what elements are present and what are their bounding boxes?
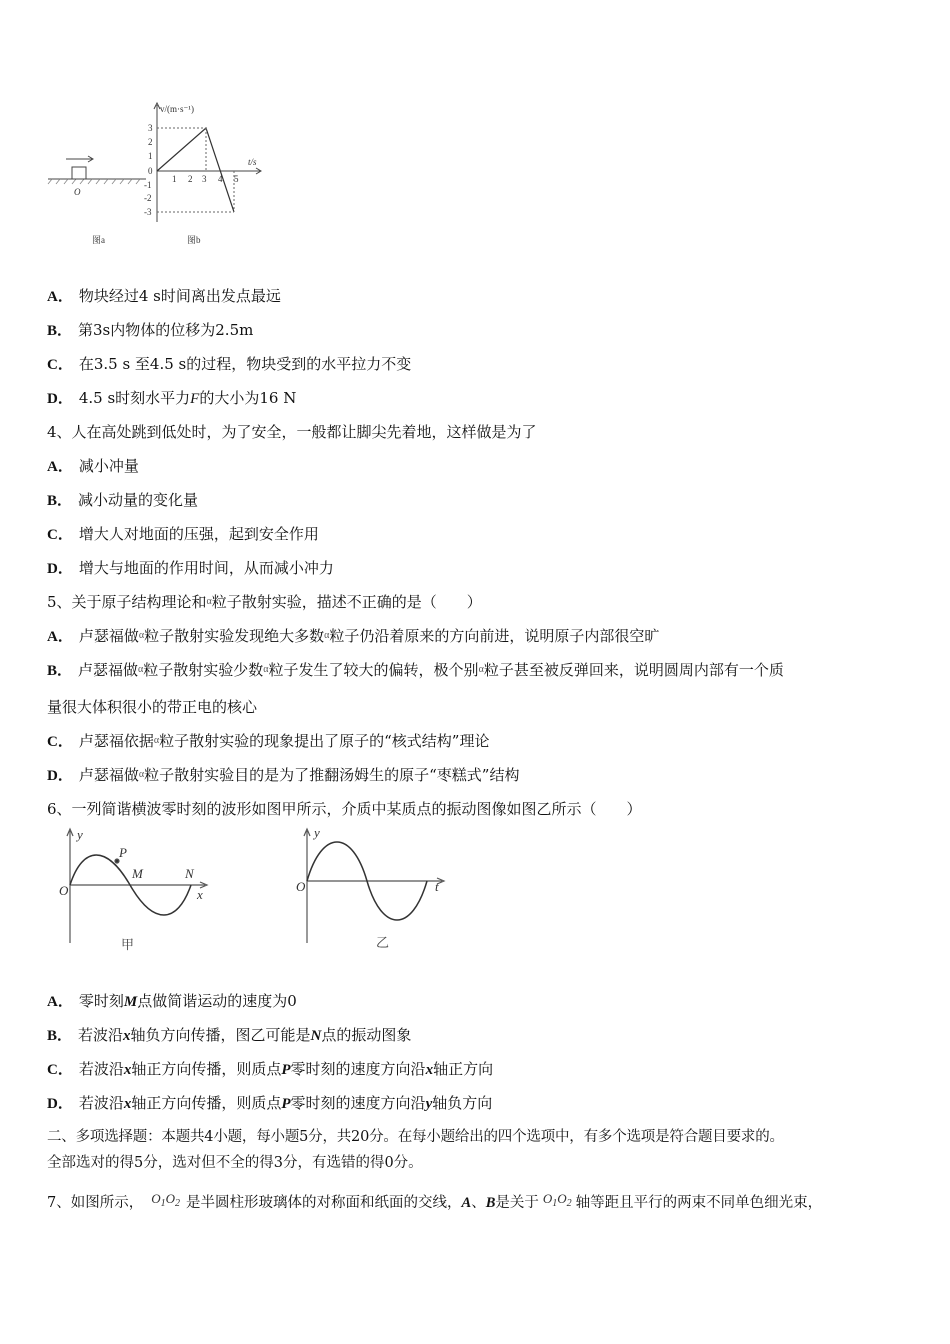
x-tick: 2: [188, 174, 193, 184]
q5-option-d: D． 卢瑟福做$^\alpha$粒子散射实验目的是为了推翻汤姆生的原子“枣糕式”结构: [47, 766, 520, 784]
jia-point-m: M: [132, 866, 143, 881]
q6-option-a: A． 零时刻M点做简谐运动的速度为0: [47, 992, 297, 1010]
figure-jia: [55, 825, 215, 955]
q5-option-b-cont: 量很大体积很小的带正电的核心: [47, 698, 258, 716]
jia-point-n: N: [185, 866, 194, 881]
origin-label: O: [74, 187, 81, 197]
axis-xlabel: t/s: [248, 157, 257, 167]
q4-option-c: C． 增大人对地面的压强，起到安全作用: [47, 525, 319, 543]
section2-line1: 二、多项选择题：本题共4小题，每小题5分，共20分。在每小题给出的四个选项中，有多个选项是符合题目要求的。: [47, 1129, 784, 1145]
q6-option-b: B． 若波沿x轴负方向传播，图乙可能是N点的振动图象: [47, 1026, 412, 1044]
x-tick: 4: [218, 174, 223, 184]
q6-option-c: C． 若波沿x轴正方向传播，则质点P零时刻的速度方向沿x轴正方向: [47, 1060, 494, 1078]
q5-option-c: C． 卢瑟福依据$^\alpha$粒子散射实验的现象提出了原子的“核式结构”理论: [47, 732, 490, 750]
x-tick: 3: [202, 174, 207, 184]
y-tick: -1: [144, 180, 152, 190]
yi-caption: 乙: [376, 936, 390, 951]
q5-option-a: A． 卢瑟福做$^\alpha$粒子散射实验发现绝大多数$^\alpha$粒子仍沿着原来的方向前进，说明原子内部很空旷: [47, 627, 660, 645]
q3-option-b: B． 第3s内物体的位移为2.5m: [47, 321, 254, 339]
o1o2-symbol: $O_1O_2$: [542, 1191, 572, 1209]
q5-option-b: B． 卢瑟福做$^\alpha$粒子散射实验少数$^\alpha$粒子发生了较大的偏转，极个别$^\alpha$粒子甚至被反弹回来，说明圆周内部有一个质: [47, 661, 784, 679]
q4-option-d: D． 增大与地面的作用时间，从而减小冲力: [47, 559, 334, 577]
q4-option-b: B． 减小动量的变化量: [47, 491, 199, 509]
jia-y-label: y: [77, 827, 83, 842]
q3-option-c: C． 在3.5 s 至4.5 s的过程，物块受到的水平拉力不变: [47, 355, 412, 373]
x-tick: 5: [234, 174, 239, 184]
caption-a: 图a: [92, 235, 105, 245]
q3-option-a: A． 物块经过4 s时间离出发点最远: [47, 287, 281, 305]
yi-origin: O: [296, 879, 306, 894]
jia-origin: O: [59, 883, 69, 898]
q6-stem: 6、一列简谐横波零时刻的波形如图甲所示，介质中某质点的振动图像如图乙所示（ ）: [47, 800, 642, 818]
y-tick: -2: [144, 193, 152, 203]
jia-x-label: x: [197, 887, 203, 902]
q5-stem: 5、关于原子结构理论和$^\alpha$粒子散射实验，描述不正确的是（ ）: [47, 593, 482, 611]
y-tick: 0: [148, 166, 153, 176]
x-tick: 1: [172, 174, 177, 184]
yi-t-label: t: [435, 879, 439, 894]
q7-stem: 7、如图所示， $O_1O_2$ 是半圆柱形玻璃体的对称面和纸面的交线，A、B是关于 $O_1O_2$ 轴等距且平行的两束不同单色细光束，: [47, 1191, 823, 1211]
o1o2-symbol: $O_1O_2$: [151, 1191, 181, 1209]
y-tick: 1: [148, 151, 153, 161]
axis-ylabel: v/(m·s⁻¹): [160, 104, 194, 114]
yi-y-label: y: [314, 825, 320, 840]
block-icon: [72, 167, 86, 179]
y-tick: 3: [148, 123, 153, 133]
figure-ab: [44, 97, 269, 255]
y-tick: -3: [144, 207, 152, 217]
figure-yi: [292, 825, 452, 955]
q4-option-a: A． 减小冲量: [47, 457, 139, 475]
section2-line2: 全部选对的得5分，选对但不全的得3分，有选错的得0分。: [47, 1155, 423, 1171]
y-tick: 2: [148, 137, 153, 147]
q4-stem: 4、人在高处跳到低处时，为了安全，一般都让脚尖先着地，这样做是为了: [47, 423, 537, 441]
jia-caption: 甲: [121, 938, 135, 953]
caption-b: 图b: [187, 235, 201, 245]
q3-option-d: D． 4.5 s时刻水平力F的大小为16 N: [47, 389, 297, 407]
q6-option-d: D． 若波沿x轴正方向传播，则质点P零时刻的速度方向沿y轴负方向: [47, 1094, 493, 1112]
jia-point-p: P: [119, 845, 127, 860]
